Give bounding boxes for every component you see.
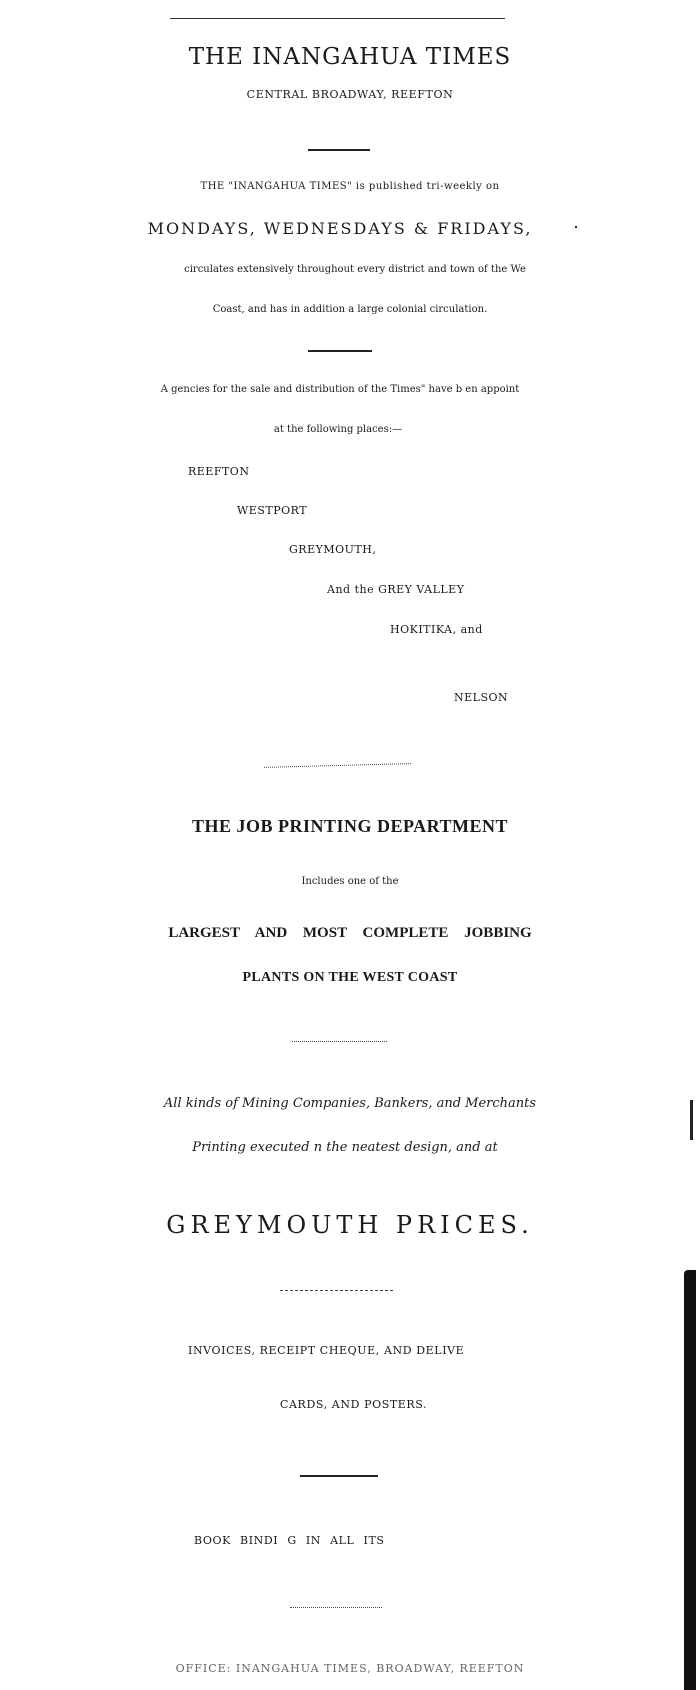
circulation-line-1: circulates extensively throughout every district and town of the We — [184, 264, 526, 275]
agencies-lead: at the following places:— — [273, 424, 403, 435]
job-printing-plants: PLANTS ON THE WEST COAST — [242, 970, 458, 985]
top-rule — [170, 18, 505, 19]
agency-place-6: NELSON — [454, 691, 509, 704]
job-printing-includes: Includes one of the — [301, 876, 399, 887]
publication-intro: THE "INANGAHUA TIMES" is published tri-weekly on — [200, 181, 500, 192]
masthead-address: CENTRAL BROADWAY, REEFTON — [246, 88, 454, 101]
circulation-line-2: Coast, and has in addition a large colonial circulation. — [212, 304, 488, 315]
divider-2 — [308, 350, 372, 352]
job-printing-prices: GREYMOUTH PRICES. — [166, 1211, 534, 1239]
agency-place-5: HOKITIKA, and — [390, 623, 483, 636]
divider-6 — [300, 1475, 378, 1477]
divider-4 — [292, 1041, 387, 1042]
divider-7 — [290, 1607, 382, 1608]
agencies-intro: A gencies for the sale and distribution of the Times" have b en appoint — [160, 384, 520, 395]
divider-5 — [280, 1290, 393, 1291]
publication-days: MONDAYS, WEDNESDAYS & FRIDAYS, — [147, 219, 533, 238]
masthead-title: THE INANGAHUA TIMES — [188, 44, 512, 70]
service-cards: CARDS, AND POSTERS. — [280, 1398, 428, 1411]
agency-place-3: GREYMOUTH, — [289, 543, 377, 556]
job-printing-heading: THE JOB PRINTING DEPARTMENT — [191, 816, 509, 836]
job-printing-kinds: All kinds of Mining Companies, Bankers, and Merchants — [163, 1096, 537, 1111]
divider-3 — [264, 763, 411, 768]
margin-speck — [575, 226, 577, 228]
agency-place-1: REEFTON — [188, 465, 250, 478]
service-binding: BOOK BINDI G IN ALL ITS — [194, 1534, 385, 1547]
agency-place-2: WESTPORT — [237, 504, 308, 517]
margin-speck — [690, 1100, 693, 1140]
footer-office: OFFICE: INANGAHUA TIMES, BROADWAY, REEFTON — [175, 1662, 525, 1675]
divider-1 — [308, 149, 370, 151]
job-printing-executed: Printing executed n the neatest design, and at — [192, 1140, 498, 1155]
page-edge-shadow — [684, 1270, 696, 1690]
service-invoices: INVOICES, RECEIPT CHEQUE, AND DELIVE — [188, 1344, 465, 1357]
job-printing-largest: LARGEST AND MOST COMPLETE JOBBING — [168, 925, 532, 941]
agency-place-4: And the GREY VALLEY — [327, 583, 465, 596]
